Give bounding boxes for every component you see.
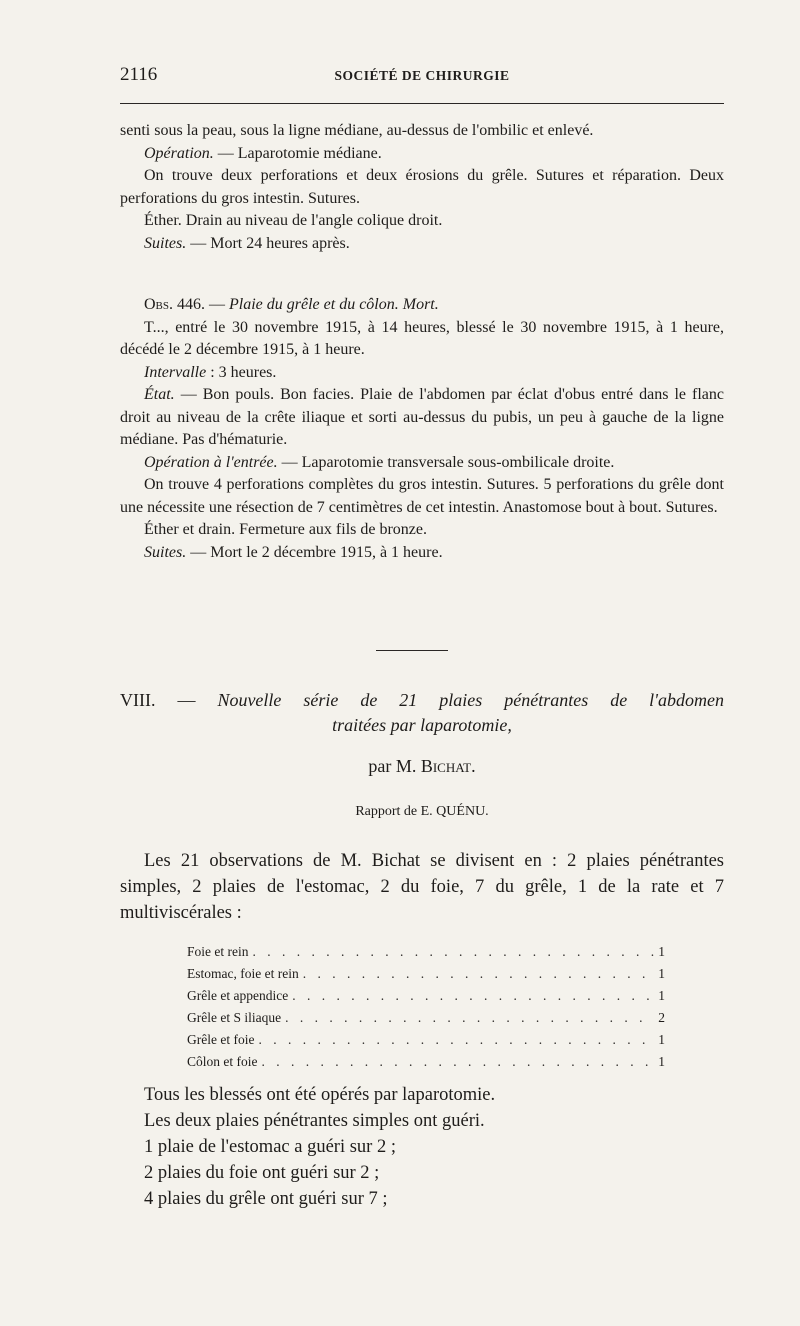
table-row bbox=[187, 1054, 665, 1076]
row-leader bbox=[262, 1054, 655, 1070]
table-row bbox=[187, 1010, 665, 1032]
closing-line: Tous les blessés ont été opérés par laparotomie. bbox=[144, 1085, 496, 1105]
case-446-entry: T..., entré le 30 novembre 1915, à 14 heures, blessé le 30 novembre 1915, à 1 heure, décédé le 2 décembre 1915, à 1 heure. bbox=[120, 318, 724, 358]
case-445-block bbox=[120, 120, 724, 255]
row-leader bbox=[303, 966, 655, 982]
row-value: 1 bbox=[658, 944, 665, 959]
lesion-table bbox=[187, 944, 665, 1076]
obs-title: Plaie du grêle et du côlon. Mort. bbox=[229, 296, 439, 313]
row-label: Grêle et appendice bbox=[187, 988, 289, 1003]
intervalle-label: Intervalle bbox=[144, 363, 207, 381]
page-number: 2116 bbox=[120, 64, 158, 85]
case-445-suites bbox=[120, 233, 724, 256]
row-value: 2 bbox=[658, 1010, 665, 1025]
closing-line: Les deux plaies pénétrantes simples ont guéri. bbox=[144, 1111, 485, 1131]
case-445-finding: On trouve deux perforations et deux érosions du grêle. Sutures et réparation. Deux perforations du gros intestin. Sutures. bbox=[120, 167, 724, 207]
byline-prefix: par M. bbox=[368, 756, 421, 776]
table-row bbox=[187, 966, 665, 988]
row-value: 1 bbox=[658, 966, 665, 981]
row-leader bbox=[252, 944, 654, 960]
suites-text: — Mort le 2 décembre 1915, à 1 heure. bbox=[186, 543, 443, 561]
intro-paragraph: Les 21 observations de M. Bichat se divisent en : 2 plaies pénétrantes simples, 2 plaies de l'estomac, 2 du foie, 7 du grêle, 1 de la rate et 7 multiviscérales : bbox=[120, 851, 724, 923]
op-text: — Laparotomie transversale sous-ombilicale droite. bbox=[277, 453, 615, 471]
obs-dash: — bbox=[205, 296, 230, 313]
obs-number: Obs. 446. bbox=[144, 296, 206, 313]
case-446-block bbox=[120, 294, 724, 564]
closing-block bbox=[120, 1082, 724, 1212]
case-446-suites bbox=[120, 542, 724, 565]
article-byline bbox=[120, 756, 724, 777]
running-title: SOCIÉTÉ DE CHIRURGIE bbox=[334, 68, 510, 83]
row-leader bbox=[258, 1032, 654, 1048]
row-label: Foie et rein bbox=[187, 944, 249, 959]
row-value: 1 bbox=[658, 1054, 665, 1069]
case-446-finding: On trouve 4 perforations complètes du gros intestin. Sutures. 5 perforations du grêle dont une nécessite une résection de 7 centimètres de cet intestin. Anastomose bout à bout. Sutures. bbox=[120, 476, 724, 516]
case-446-etat bbox=[120, 384, 724, 452]
row-leader bbox=[285, 1010, 654, 1026]
intervalle-text: : 3 heures. bbox=[206, 363, 277, 381]
table-row bbox=[187, 1032, 665, 1054]
byline-author: Bichat. bbox=[420, 756, 476, 776]
article-title-line-1 bbox=[120, 688, 724, 713]
closing-line: 1 plaie de l'estomac a guéri sur 2 ; bbox=[144, 1137, 396, 1157]
operation-text: — Laparotomie médiane. bbox=[213, 144, 382, 162]
page-header bbox=[120, 64, 724, 94]
suites-label: Suites. bbox=[144, 543, 187, 561]
row-leader bbox=[292, 988, 654, 1004]
closing-line: 2 plaies du foie ont guéri sur 2 ; bbox=[144, 1163, 380, 1183]
row-value: 1 bbox=[658, 988, 665, 1003]
suites-text: — Mort 24 heures après. bbox=[186, 234, 350, 252]
section-divider bbox=[376, 650, 448, 651]
case-445-senti: senti sous la peau, sous la ligne médiane, au-dessus de l'ombilic et enlevé. bbox=[120, 122, 594, 139]
case-446-heading bbox=[120, 294, 724, 317]
op-label: Opération à l'entrée. bbox=[144, 453, 278, 471]
suites-label: Suites. bbox=[144, 234, 187, 252]
rapport-line: Rapport de E. QUÉNU. bbox=[355, 804, 489, 819]
article-title-text-1: Nouvelle série de 21 plaies pénétrantes de l'abdomen bbox=[217, 690, 725, 710]
row-value: 1 bbox=[658, 1032, 665, 1047]
row-label: Côlon et foie bbox=[187, 1054, 258, 1069]
case-445-operation bbox=[120, 143, 724, 166]
article-number: VIII. — bbox=[120, 690, 218, 710]
closing-line: 4 plaies du grêle ont guéri sur 7 ; bbox=[144, 1189, 388, 1209]
etat-label: État. bbox=[144, 386, 175, 403]
row-label: Grêle et S iliaque bbox=[187, 1010, 282, 1025]
table-row bbox=[187, 988, 665, 1010]
article-title bbox=[120, 688, 724, 738]
row-label: Estomac, foie et rein bbox=[187, 966, 299, 981]
case-446-intervalle bbox=[120, 362, 724, 385]
case-446-ether: Éther et drain. Fermeture aux fils de bronze. bbox=[144, 521, 427, 538]
case-446-operation bbox=[120, 452, 724, 475]
etat-text: — Bon pouls. Bon facies. Plaie de l'abdomen par éclat d'obus entré dans le flanc droit au niveau de la crête iliaque et sorti au-dessus du pubis, un peu à gauche de la ligne médiane. Pas d'hématurie. bbox=[120, 386, 724, 448]
row-label: Grêle et foie bbox=[187, 1032, 255, 1047]
case-445-ether: Éther. Drain au niveau de l'angle colique droit. bbox=[144, 212, 443, 229]
table-row bbox=[187, 944, 665, 966]
header-rule bbox=[120, 103, 724, 104]
operation-label: Opération. bbox=[144, 144, 214, 162]
article-title-line-2: traitées par laparotomie, bbox=[332, 715, 512, 735]
